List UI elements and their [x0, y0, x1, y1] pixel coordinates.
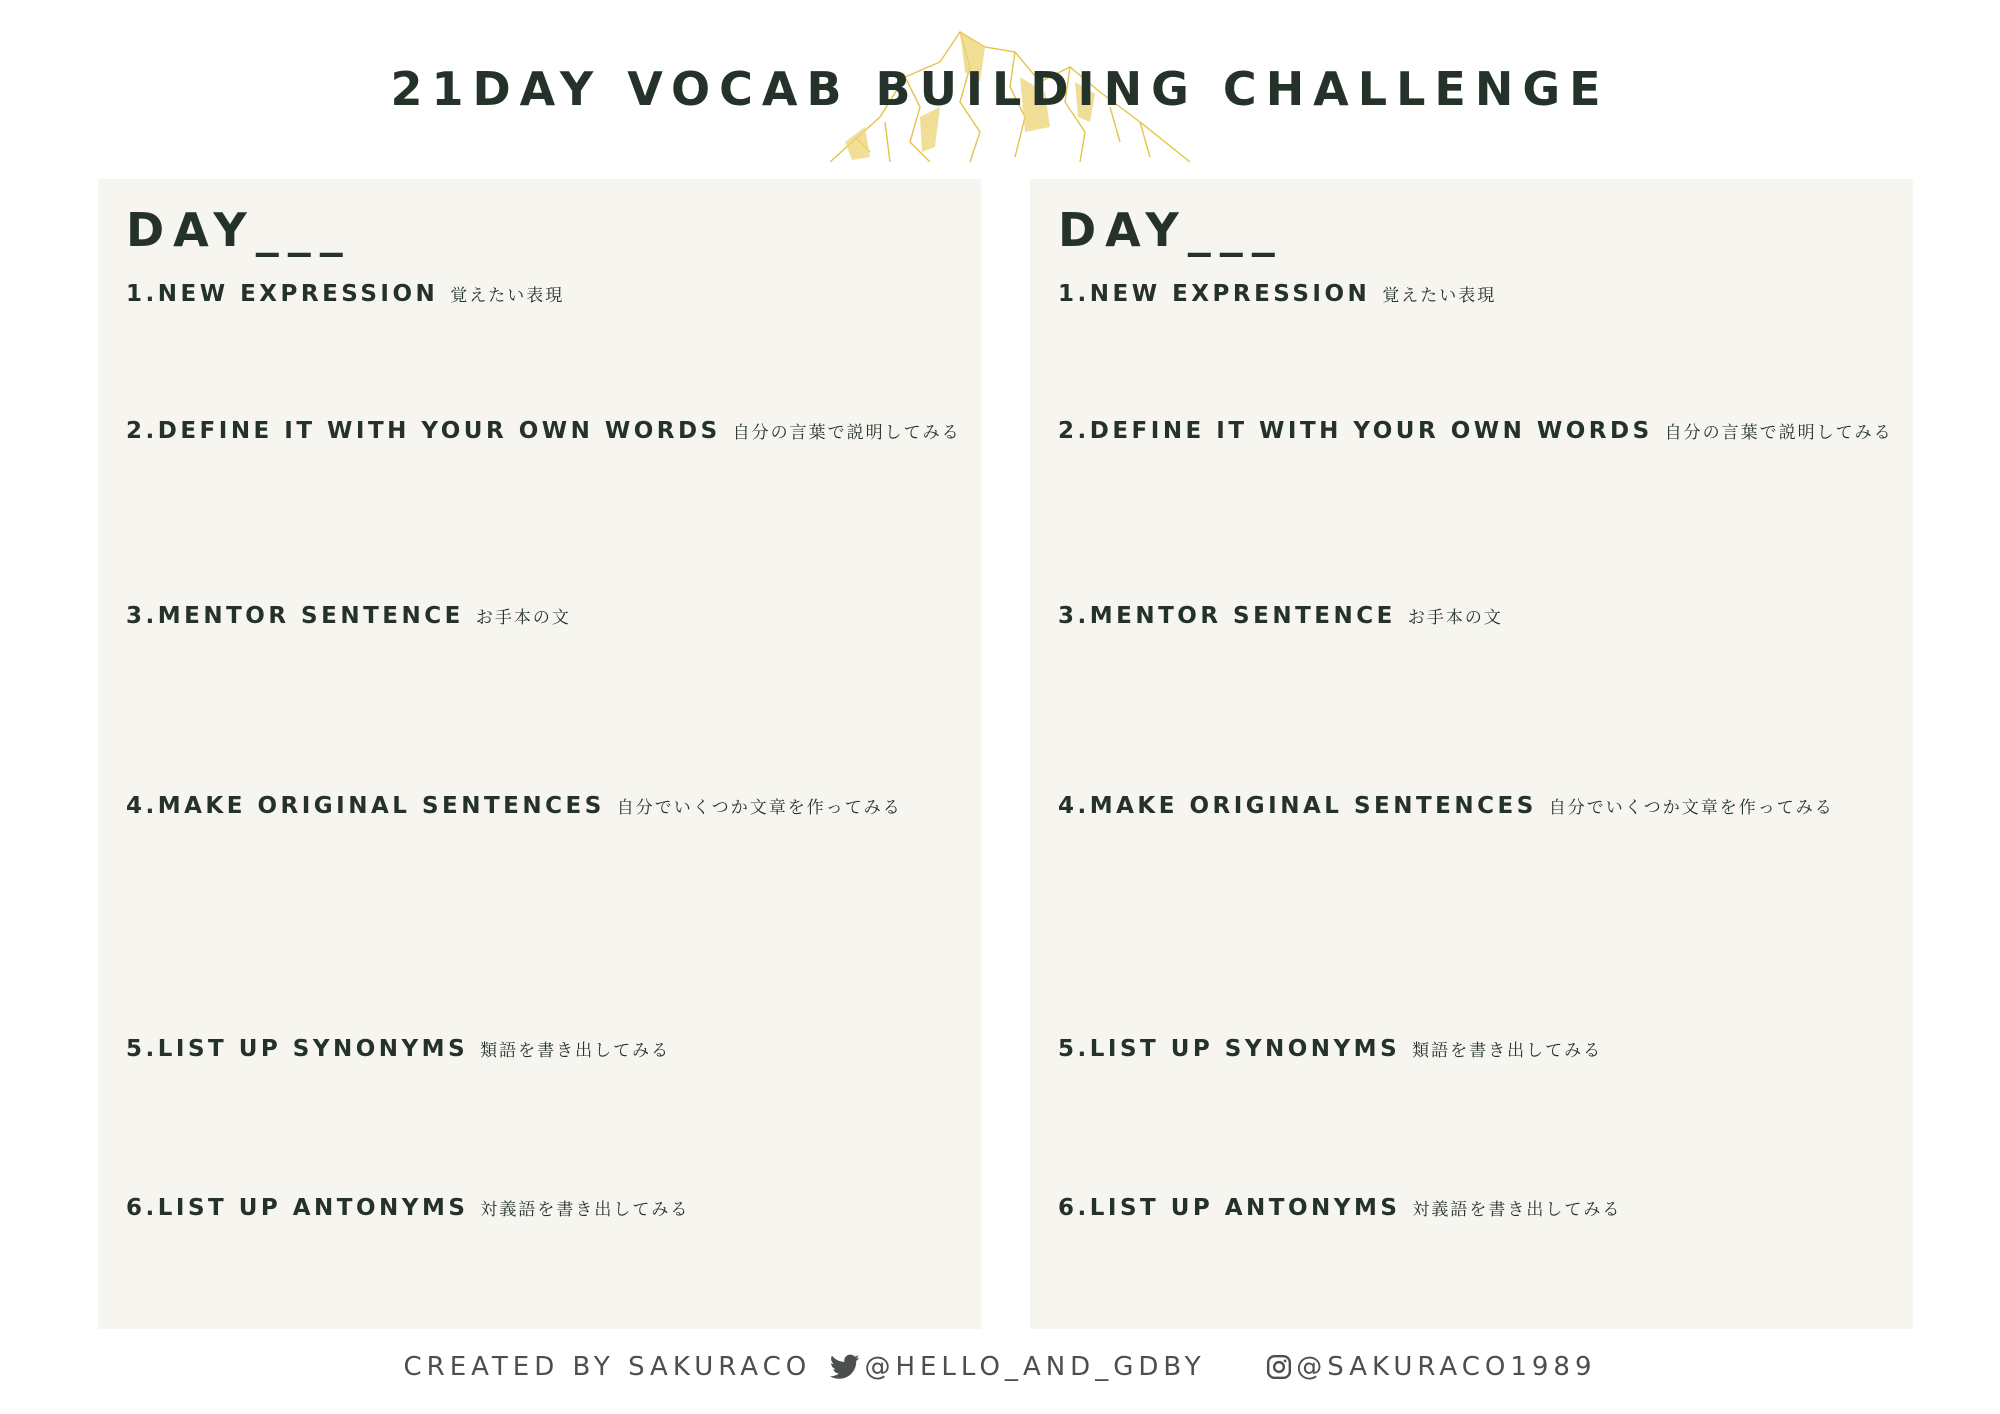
- instagram-icon: [1266, 1354, 1292, 1387]
- footer-credits: [0, 1352, 2000, 1387]
- section-subtitle-jp: 自分の言葉で説明してみる: [1664, 423, 1893, 443]
- section-title: 5.LIST UP SYNONYMS: [1058, 1036, 1401, 1062]
- credit-text: CREATED BY SAKURACO: [403, 1352, 812, 1382]
- page-title: 21DAY VOCAB BUILDING CHALLENGE: [390, 62, 1610, 116]
- section-title: 3.MENTOR SENTENCE: [126, 603, 464, 629]
- section-mentor-sentence: [1058, 603, 1503, 629]
- section-subtitle-jp: 覚えたい表現: [1382, 286, 1497, 306]
- instagram-handle[interactable]: @SAKURACO1989: [1296, 1352, 1597, 1382]
- section-title: 5.LIST UP SYNONYMS: [126, 1036, 469, 1062]
- section-subtitle-jp: 対義語を書き出してみる: [480, 1200, 690, 1220]
- section-subtitle-jp: 類語を書き出してみる: [480, 1041, 671, 1061]
- section-define: [126, 418, 961, 444]
- section-mentor-sentence: [126, 603, 571, 629]
- day-label: DAY___: [1058, 203, 1284, 257]
- section-subtitle-jp: お手本の文: [475, 608, 571, 628]
- section-new-expression: [1058, 281, 1496, 307]
- day-card-right: [1030, 179, 1913, 1329]
- section-title: 2.DEFINE IT WITH YOUR OWN WORDS: [1058, 418, 1653, 444]
- section-title: 6.LIST UP ANTONYMS: [1058, 1195, 1401, 1221]
- section-title: 3.MENTOR SENTENCE: [1058, 603, 1396, 629]
- twitter-handle[interactable]: @HELLO_AND_GDBY: [864, 1352, 1206, 1382]
- section-synonyms: [1058, 1036, 1602, 1062]
- day-label: DAY___: [126, 203, 352, 257]
- section-antonyms: [126, 1195, 689, 1221]
- section-subtitle-jp: 自分でいくつか文章を作ってみる: [616, 798, 902, 818]
- section-title: 6.LIST UP ANTONYMS: [126, 1195, 469, 1221]
- section-original-sentences: [126, 793, 902, 819]
- section-subtitle-jp: 類語を書き出してみる: [1412, 1041, 1603, 1061]
- section-subtitle-jp: 覚えたい表現: [450, 286, 565, 306]
- section-subtitle-jp: お手本の文: [1407, 608, 1503, 628]
- section-title: 1.NEW EXPRESSION: [126, 281, 439, 307]
- section-original-sentences: [1058, 793, 1834, 819]
- section-subtitle-jp: 自分でいくつか文章を作ってみる: [1548, 798, 1834, 818]
- section-define: [1058, 418, 1893, 444]
- twitter-bird-icon: [830, 1354, 860, 1387]
- section-new-expression: [126, 281, 564, 307]
- section-title: 2.DEFINE IT WITH YOUR OWN WORDS: [126, 418, 721, 444]
- section-antonyms: [1058, 1195, 1621, 1221]
- section-title: 1.NEW EXPRESSION: [1058, 281, 1371, 307]
- section-subtitle-jp: 対義語を書き出してみる: [1412, 1200, 1622, 1220]
- section-subtitle-jp: 自分の言葉で説明してみる: [732, 423, 961, 443]
- section-title: 4.MAKE ORIGINAL SENTENCES: [126, 793, 605, 819]
- day-card-left: [98, 179, 981, 1329]
- section-synonyms: [126, 1036, 670, 1062]
- section-title: 4.MAKE ORIGINAL SENTENCES: [1058, 793, 1537, 819]
